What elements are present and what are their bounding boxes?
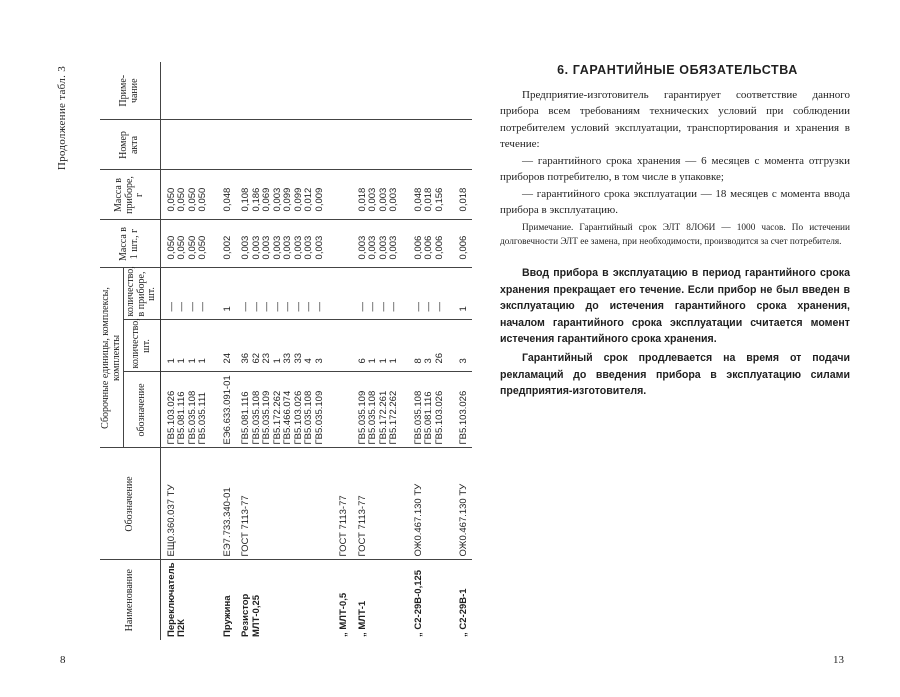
header-act-number: Номер акта	[100, 120, 160, 170]
cell-designation: ГОСТ 7113-77	[352, 448, 408, 560]
cell-line: 0,069	[261, 187, 272, 212]
cell-line: ГВ5.035.109	[356, 390, 368, 445]
cell-qty-device	[235, 268, 333, 320]
cell-line: —	[412, 302, 424, 312]
cell-mass-unit	[160, 220, 217, 268]
table-caption: Продолжение табл. 3	[56, 66, 68, 171]
cell-line: 0,050	[165, 235, 177, 260]
cell-line: ГВ5.103.026	[458, 390, 469, 445]
cell-name: Переключатель П2К	[165, 562, 187, 637]
cell-line: 0,006	[433, 235, 445, 260]
cell-line: ГВ5.035.111	[197, 392, 208, 445]
cell-line: 0,050	[176, 187, 187, 212]
cell-line: ЕЭ6.633.091-01	[221, 375, 233, 445]
cell-qty-unit	[235, 320, 333, 372]
cell-line: 0,108	[240, 187, 251, 212]
cell-line: ГВ5.103.026	[433, 390, 445, 445]
paragraph-intro: Предприятие-изготовитель гарантирует соответствие данного прибора всем требованиям технических условий при соблюдении потребителем условий эксплуатации, транспортирования и хранения в течение:	[500, 89, 850, 150]
cell-line: —	[423, 302, 434, 312]
cell-line: 1	[186, 358, 198, 364]
cell-line: 0,003	[367, 235, 378, 260]
cell-line: 0,003	[261, 235, 272, 260]
rotated-table-block	[56, 62, 469, 640]
cell-line: —	[165, 302, 177, 312]
cell-qty-device	[160, 268, 217, 320]
cell-qty-unit	[333, 320, 352, 372]
table-row	[408, 62, 454, 640]
cell-line: 0,186	[250, 187, 262, 212]
cell-line: 62	[250, 352, 262, 364]
cell-line: 3	[423, 358, 434, 364]
cell-line: 0,003	[377, 187, 389, 212]
cell-line: ГВ5.035.108	[250, 390, 262, 445]
cell-line: ГВ5.035.108	[367, 390, 378, 445]
cell-mass-device	[217, 170, 236, 220]
cell-assembly-codes	[235, 372, 333, 448]
cell-line: —	[356, 302, 368, 312]
cell-assembly-codes	[352, 372, 408, 448]
cell-line: 3	[458, 358, 469, 364]
cell-line: ГВ5.035.109	[313, 390, 325, 445]
cell-line: ГВ5.035.108	[412, 390, 424, 445]
cell-line: —	[282, 302, 293, 312]
cell-line: 1	[221, 306, 233, 312]
cell-line: 6	[356, 358, 368, 364]
cell-line: 0,003	[388, 235, 399, 260]
cell-designation: ГОСТ 7113-77	[333, 448, 352, 560]
cell-mass-unit	[408, 220, 454, 268]
cell-act-number	[235, 120, 333, 170]
cell-line: —	[186, 302, 198, 312]
cell-line: 0,003	[388, 187, 399, 212]
cell-line: ГВ5.466.074	[282, 390, 293, 445]
cell-line: 33	[292, 352, 304, 364]
cell-name: „ МЛТ-0,5	[338, 592, 349, 637]
header-mass-device: Масса в приборе, г	[100, 170, 160, 220]
left-page-number: 8	[60, 654, 66, 666]
cell-name: Пружина	[221, 595, 233, 637]
right-page	[455, 0, 900, 697]
cell-qty-device	[217, 268, 236, 320]
cell-line: 0,003	[356, 235, 368, 260]
cell-line: —	[176, 302, 187, 312]
cell-qty-device	[352, 268, 408, 320]
cell-line: 0,156	[433, 187, 445, 212]
cell-mass-unit	[217, 220, 236, 268]
cell-designation: ЕЩ0.360.037 ТУ	[160, 448, 217, 560]
table-body	[160, 62, 472, 640]
cell-line: —	[261, 302, 272, 312]
header-qty-unit: количество, шт.	[124, 320, 161, 372]
cell-line: —	[271, 302, 283, 312]
header-assembly-designation: обозначение	[124, 372, 161, 448]
table-row	[352, 62, 408, 640]
cell-line: —	[313, 302, 325, 312]
cell-line: ГВ5.172.262	[388, 390, 399, 445]
paragraph-storage-term: — гарантийного срока хранения — 6 месяцев с момента отгрузки приборов потребителю, в том числе в упаковке;	[500, 155, 850, 184]
cell-designation: ОЖ0.467.130 ТУ	[408, 448, 454, 560]
cell-name: „ С2-29В-0,125	[412, 569, 424, 637]
cell-line: ГВ5.172.262	[271, 390, 283, 445]
cell-line: 0,006	[412, 235, 424, 260]
cell-line: 4	[303, 358, 314, 364]
cell-assembly-codes	[217, 372, 236, 448]
table-row	[160, 62, 217, 640]
note-text: Примечание. Гарантийный срок ЭЛТ 8ЛО6И — 1000 часов. По истечении долговечности ЭЛТ ее замена, при необходимости, производится за счет потребителя.	[500, 223, 850, 247]
cell-line: —	[197, 302, 208, 312]
cell-line: 0,003	[377, 235, 389, 260]
cell-qty-device	[333, 268, 352, 320]
cell-line: 0,003	[313, 235, 325, 260]
cell-line: 0,006	[458, 235, 469, 260]
cell-line: 0,048	[412, 187, 424, 212]
cell-line: 36	[240, 352, 251, 364]
cell-assembly-codes	[408, 372, 454, 448]
table-row	[235, 62, 333, 640]
cell-line: 1	[458, 306, 469, 312]
cell-mass-unit	[333, 220, 352, 268]
cell-act-number	[160, 120, 217, 170]
cell-line: ГВ5.103.026	[292, 390, 304, 445]
cell-line: 0,018	[423, 187, 434, 212]
cell-mass-device	[352, 170, 408, 220]
cell-line: 1	[271, 358, 283, 364]
cell-line: 0,050	[197, 187, 208, 212]
cell-line: 33	[282, 352, 293, 364]
cell-qty-device	[408, 268, 454, 320]
cell-line: 1	[388, 358, 399, 364]
cell-line: 0,003	[250, 235, 262, 260]
cell-line: ГВ5.035.108	[186, 390, 198, 445]
cell-line: 0,003	[240, 235, 251, 260]
cell-note	[160, 62, 217, 120]
cell-line: 1	[176, 358, 187, 364]
cell-mass-device	[333, 170, 352, 220]
cell-line: —	[292, 302, 304, 312]
cell-note	[408, 62, 454, 120]
table-row	[333, 62, 352, 640]
cell-mass-device	[408, 170, 454, 220]
cell-line: ГВ5.103.026	[165, 390, 177, 445]
cell-line: 1	[367, 358, 378, 364]
cell-line: ГВ5.035.109	[261, 390, 272, 445]
cell-line: 8	[412, 358, 424, 364]
cell-line: 0,006	[423, 235, 434, 260]
paragraph-commissioning: Ввод прибора в эксплуатацию в период гарантийного срока хранения прекращает его течение. Если прибор не был введен в эксплуатацию до истечения гарантийного срока хранения, началом гарантийного срока эксплуатации считается момент истечения гарантийного срока хранения.	[500, 267, 850, 346]
cell-name: „ МЛТ-1	[356, 600, 368, 637]
cell-act-number	[333, 120, 352, 170]
cell-line: 0,050	[186, 187, 198, 212]
cell-line: —	[303, 302, 314, 312]
cell-line: 0,050	[165, 187, 177, 212]
cell-line: 1	[377, 358, 389, 364]
cell-designation: ГОСТ 7113-77	[235, 448, 333, 560]
cell-note	[217, 62, 236, 120]
cell-line: —	[377, 302, 389, 312]
cell-line: 0,048	[221, 187, 233, 212]
cell-line: 0,003	[282, 235, 293, 260]
cell-line: 0,003	[271, 235, 283, 260]
cell-line: 0,003	[303, 235, 314, 260]
cell-qty-unit	[160, 320, 217, 372]
cell-designation: ОЖ0.467.130 ТУ	[453, 448, 472, 560]
cell-line: 0,003	[271, 187, 283, 212]
cell-qty-unit	[352, 320, 408, 372]
cell-line: 3	[313, 358, 325, 364]
cell-line: ГВ5.172.261	[377, 390, 389, 445]
cell-line: 0,050	[186, 235, 198, 260]
cell-line: 1	[165, 358, 177, 364]
cell-name: „ С2-29В-1	[458, 588, 469, 637]
paragraph-operation-term: — гарантийного срока эксплуатации — 18 месяцев с момента ввода прибора в эксплуатацию.	[500, 188, 850, 217]
cell-act-number	[408, 120, 454, 170]
cell-line: 0,003	[367, 187, 378, 212]
cell-line: —	[388, 302, 399, 312]
cell-line: 0,018	[356, 187, 368, 212]
cell-line: —	[240, 302, 251, 312]
cell-line: —	[250, 302, 262, 312]
cell-note	[333, 62, 352, 120]
cell-note	[352, 62, 408, 120]
table-row	[217, 62, 236, 640]
cell-mass-device	[160, 170, 217, 220]
components-table	[100, 62, 472, 640]
cell-line: 0,050	[197, 235, 208, 260]
cell-note	[235, 62, 333, 120]
cell-act-number	[217, 120, 236, 170]
section-title: 6. ГАРАНТИЙНЫЕ ОБЯЗАТЕЛЬСТВА	[557, 63, 798, 77]
cell-line: 0,050	[176, 235, 187, 260]
header-name: Наименование	[100, 560, 160, 640]
cell-act-number	[352, 120, 408, 170]
cell-line: 23	[261, 352, 272, 364]
cell-line: 0,009	[313, 187, 325, 212]
cell-line: 0,003	[292, 235, 304, 260]
paragraph-extension: Гарантийный срок продлевается на время от подачи рекламаций до введения прибора в эксплуатацию силами предприятия-изготовителя.	[500, 352, 850, 398]
header-note: Приме-чание	[100, 62, 160, 120]
cell-mass-unit	[235, 220, 333, 268]
header-qty-device: количество, в приборе, шт.	[124, 268, 161, 320]
cell-line: —	[367, 302, 378, 312]
right-page-number: 13	[833, 654, 844, 666]
header-assemblies-group: Сборочные единицы, комплексы, комплекты	[100, 268, 124, 448]
cell-qty-unit	[217, 320, 236, 372]
cell-line: 1	[197, 358, 208, 364]
cell-line: 0,099	[282, 187, 293, 212]
cell-line: 0,099	[292, 187, 304, 212]
cell-line: 0,002	[221, 235, 233, 260]
cell-line: 0,012	[303, 187, 314, 212]
header-mass-unit: Масса в 1 шт., г	[100, 220, 160, 268]
cell-assembly-codes	[160, 372, 217, 448]
cell-assembly-codes	[333, 372, 352, 448]
cell-line: —	[433, 302, 445, 312]
cell-line: 24	[221, 352, 233, 364]
cell-line: ГВ5.081.116	[176, 391, 187, 445]
header-designation: Обозначение	[100, 448, 160, 560]
cell-line: ГВ5.035.108	[303, 390, 314, 445]
cell-line: 26	[433, 352, 445, 364]
cell-mass-device	[235, 170, 333, 220]
cell-line: ГВ5.081.116	[240, 391, 251, 445]
cell-line: 0,018	[458, 187, 469, 212]
cell-qty-unit	[408, 320, 454, 372]
cell-name: Резистор МЛТ-0,25	[240, 593, 262, 637]
cell-line: ГВ5.081.116	[423, 391, 434, 445]
cell-mass-unit	[352, 220, 408, 268]
cell-designation: ЕЭ7.733.340-01	[217, 448, 236, 560]
